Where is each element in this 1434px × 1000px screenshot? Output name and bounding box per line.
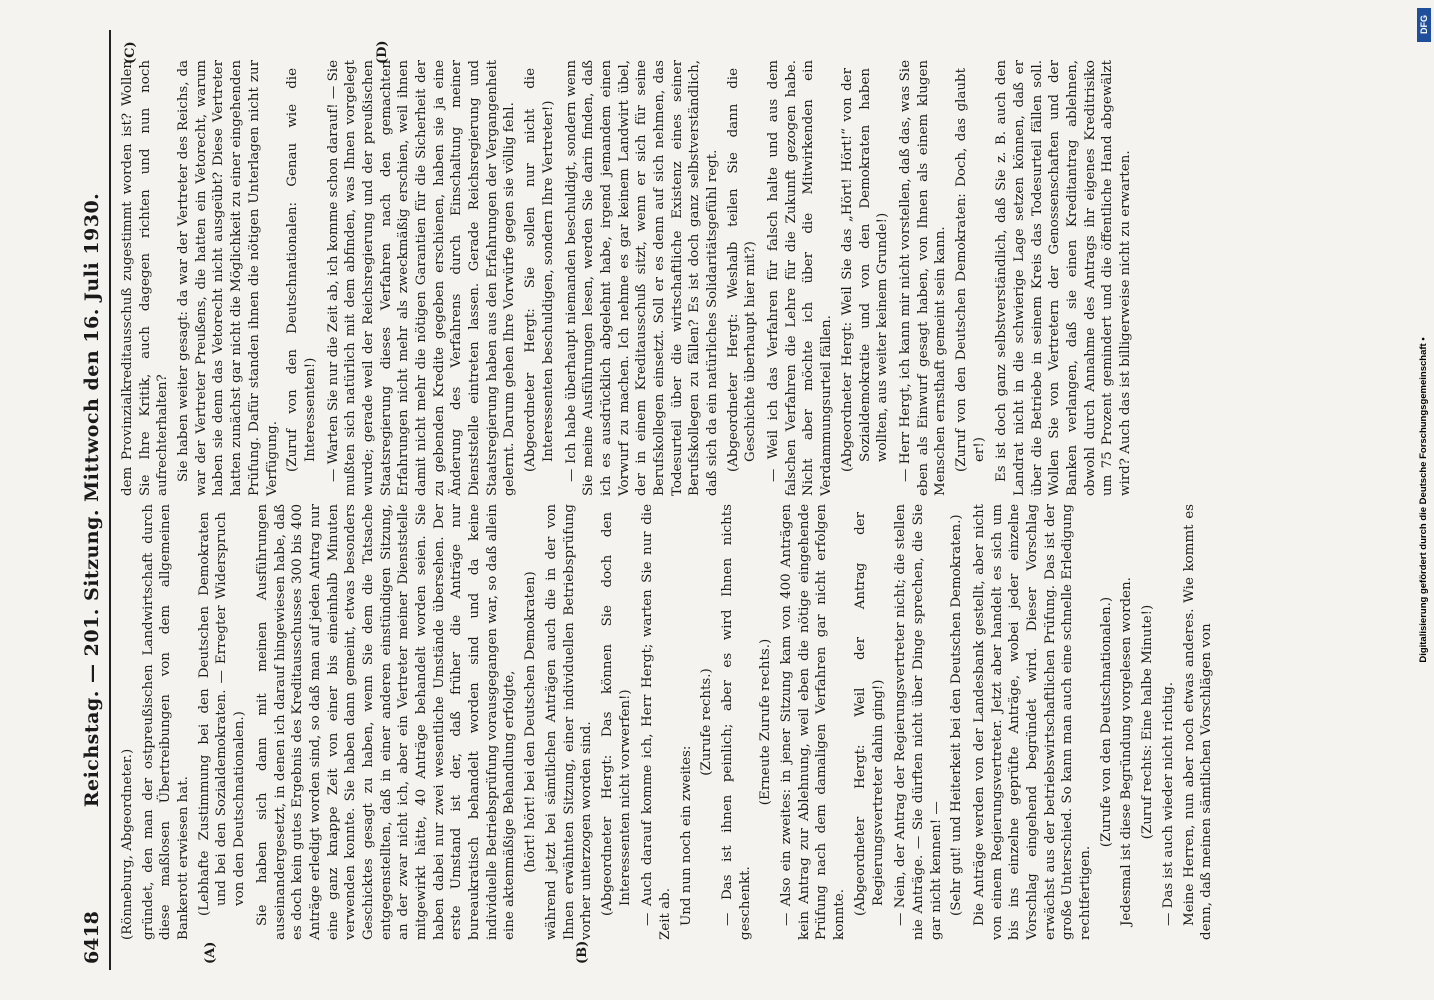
protocol-page bbox=[75, 30, 1405, 970]
page-number: 6418 bbox=[81, 911, 103, 964]
funding-notice: Digitalisierung gefördert durch die Deutsche Forschungsgemeinschaft • bbox=[1418, 337, 1429, 663]
margin-mark-c: (C) bbox=[123, 41, 138, 64]
paragraph: — Ich habe überhaupt niemanden beschuldigt, sondern wenn Sie meine Ausführungen lesen, werden Sie darin finden, daß ich es ausdrücklich abgelehnt habe, irgend jemandem einen Vorwurf zu machen. Ich nehme es gar keinem Landwirt übel, der in einem Kreditausschuß sitzt, wenn er sich für seine Berufskollegen einsetzt. Soll er es denn auf sich nehmen, das Todesurteil über die wirtschaftliche Existenz eines seiner Berufskollegen zu fällen? Es ist doch ganz selbstverständlich, daß sich da ein natürliches Solidaritätsgefühl regt. bbox=[563, 60, 720, 496]
interjection: (Sehr gut! und Heiterkeit bei den Deutschen Demokraten.) bbox=[949, 514, 965, 916]
page-title: Reichstag. — 201. Sitzung. Mittwoch den 16. Juli 1930. bbox=[81, 192, 103, 808]
margin-mark-b: (B) bbox=[575, 940, 590, 964]
paragraph: — Nein, der Antrag der Regierungsvertreter nicht; die stellen nie Anträge. — Sie dürften nicht über Dinge sprechen, die Sie gar nicht kennen! — bbox=[893, 504, 944, 940]
margin-mark-a: (A) bbox=[203, 941, 218, 964]
dfg-sidebar bbox=[1414, 60, 1434, 940]
paragraph: — Auch darauf komme ich, Herr Hergt; warten Sie nur die Zeit ab. bbox=[640, 504, 673, 940]
paragraph: Meine Herren, nun aber noch etwas anderes. Wie kommt es denn, daß meinen sämtlichen Vorschlägen von bbox=[1181, 504, 1215, 940]
interjection: (Zurufe rechts.) bbox=[699, 668, 715, 776]
margin-mark-d: (D) bbox=[375, 40, 390, 64]
paragraph: dem Provinzialkreditausschuß zugestimmt worden ist? Wollen Sie Ihre Kritik, auch dagegen richten und nun noch aufrechterhalten? bbox=[120, 60, 171, 496]
paragraph: Die Anträge werden von der Landesbank gestellt, aber nicht von einem Regierungsvertreter. Jetzt aber handelt es sich um bis ins einzelne geprüfte Anträge, wobei jeder einzelne Vorschlag eingehend begründet wird. Dieser Vorschlag erwächst aus der betriebswirtschaftlichen Prüfung. Das ist der große Unterschied. So kann man auch eine schnelle Erledigung rechtfertigen. bbox=[971, 504, 1094, 940]
paragraph: (Rönneburg, Abgeordneter.) bbox=[120, 748, 135, 940]
paragraph: während jetzt bei sämtlichen Anträgen auch die in der von Ihnen erwähnten Sitzung, einer individuellen Betriebsprüfung vorher unterzogen worden sind. bbox=[543, 504, 595, 940]
left-text-column bbox=[119, 504, 1405, 940]
paragraph: — Herr Hergt, ich kann mir nicht vorstellen, daß das, was Sie eben als Einwurf gesagt haben, von Ihnen als einem klugen Menschen ernsthaft gemeint sein kann. bbox=[897, 60, 949, 496]
interjection: (Abgeordneter Hergt: Sie sollen nur nicht die Interessenten beschuldigen, sondern Ihre Vertreter!) bbox=[523, 68, 556, 472]
right-text-column bbox=[119, 60, 1405, 496]
interjection: (Lebhafte Zustimmung bei den Deutschen Demokraten und bei den Sozialdemokraten. — Erregter Widerspruch von den Deutschnationalen.) bbox=[196, 512, 248, 916]
interjection: (Zuruf rechts: Eine halbe Minute!) bbox=[1140, 604, 1156, 840]
interjection: (hört! hört! bei den Deutschen Demokraten) bbox=[523, 571, 539, 873]
interjection: (Zuruf von den Deutschen Demokraten: Doch, das glaubt er!) bbox=[953, 68, 987, 472]
paragraph: — Das ist auch wieder nicht richtig. bbox=[1160, 681, 1176, 926]
interjection: (Abgeordneter Hergt: Das können Sie doch den Interessenten nicht vorwerfen!) bbox=[599, 512, 633, 916]
interjection: (Abgeordneter Hergt: Weil Sie das „Hört! Hört!“ von der Sozialdemokratie und von den Demokraten haben wollten, aus weiter keinem Grunde!) bbox=[839, 68, 891, 472]
interjection: (Abgeordneter Hergt: Weil der Antrag der Regierungsvertreter dahin ging!) bbox=[852, 512, 886, 916]
paragraph: Sie haben weiter gesagt: da war der Vertreter des Reichs, da war der Vertreter Preußens, die hatten ein Vetorecht, warum haben sie denn das Vetorecht nicht ausgeübt? Diese Vertreter hatten zunächst gar nicht die Möglichkeit zu einer eingehenden Prüfung. Dafür standen ihnen die nötigen Unterlagen nicht zur Verfügung. bbox=[176, 60, 280, 496]
interjection: (Abgeordneter Hergt: Weshalb teilen Sie dann die Geschichte überhaupt hier mit?) bbox=[725, 68, 759, 472]
interjection: (Zurufe von den Deutschnationalen.) bbox=[1098, 596, 1114, 848]
paragraph: Und nun noch ein zweites: bbox=[678, 745, 694, 926]
paragraph: gründet, den man der ostpreußischen Landwirtschaft durch diese maßlosen Übertreibungen von dem allgemeinen Bankerott erwiesen hat. bbox=[140, 504, 192, 940]
paragraph: Es ist doch ganz selbstverständlich, daß Sie z. B. auch den Landrat nicht in die schwierige Lage setzen können, daß er über die Betriebe in seinem Kreis das Todesurteil fällen soll. Wollen Sie von Vertretern der Genossenschaften und der Banken verlangen, daß sie einen Kreditantrag ablehnen, obwohl durch Annahme des Antrags ihr eigenes Kreditrisiko um 75 Prozent gemindert und die öffentliche Hand abgewälzt wird? Auch das ist billigerweise nicht zu erwarten. bbox=[994, 60, 1134, 496]
paragraph: Sie haben sich dann mit meinen Ausführungen auseinandergesetzt, in denen ich darauf hingewiesen habe, daß es doch kein gutes Ergebnis des Kreditausschusses 300 bis 400 Anträge erledigt worden sind, so daß man auf jeden Antrag nur eine ganz knappe Zeit von einer bis eineinhalb Minuten verwenden konnte. Sie haben dann gemeint, etwas besonders Geschicktes gesagt zu haben, wenn Sie dem die Tatsache entgegenstellten, daß in einer anderen einstündigen Sitzung, an der zwar nicht ich, aber ein Vertreter meiner Dienststelle mitgewirkt hätte, 40 Anträge behandelt worden seien. Sie haben dabei nur zwei wesentliche Umstände übersehen. Der erste Umstand ist der, daß früher die Anträge nur bureaukratisch behandelt worden sind und da keine individuelle Betriebsprüfung vorausgegangen war, so daß allein eine aktenmäßige Behandlung erfolgte, bbox=[254, 504, 518, 940]
paragraph: Jedesmal ist diese Begründung vorgelesen worden. bbox=[1119, 577, 1135, 926]
paragraph: — Weil ich das Verfahren für falsch halte und aus dem falschen Verfahren die Lehre für die Zukunft gezogen habe. Nicht aber möchte ich über die Mitwirkenden ein Verdammungsurteil fällen. bbox=[766, 60, 835, 496]
interjection: (Erneute Zurufe rechts.) bbox=[758, 638, 774, 806]
page-header bbox=[75, 30, 111, 970]
paragraph: — Das ist ihnen peinlich; aber es wird Ihnen nichts geschenkt. bbox=[720, 504, 753, 940]
rotated-page bbox=[75, 30, 1405, 970]
paragraph: — Also ein zweites: in jener Sitzung kam von 400 Anträgen kein Antrag zur Ablehnung, weil eben die nötige eingehende Prüfung nach dem damaligen Verfahren gar nicht erfolgen konnte. bbox=[779, 504, 848, 940]
interjection: (Zuruf von den Deutschnationalen: Genau wie die Interessenten!) bbox=[285, 68, 318, 472]
dfg-logo: DFG bbox=[1417, 8, 1431, 42]
paragraph: — Warten Sie nur die Zeit ab, ich komme schon darauf! — Sie mußten sich natürlich mit dem abfinden, was Ihnen vorgelegt wurde; gerade weil der Reichsregierung und der preußischen Staatsregierung dieses Verfahren nach den gemachten Erfahrungen nicht mehr als zweckmäßig erschien, weil ihnen damit nicht mehr die nötigen Garantien für die Sicherheit der zu gebenden Kredite gegeben erschienen, haben sie ja eine Änderung des Verfahrens durch Einschaltung meiner Dienststelle eintreten lassen. Gerade Reichsregierung und Staatsregierung haben aus den Erfahrungen der Vergangenheit gelernt. Darum gehen Ihre Vorwürfe gegen sie völlig fehl. bbox=[325, 60, 518, 496]
